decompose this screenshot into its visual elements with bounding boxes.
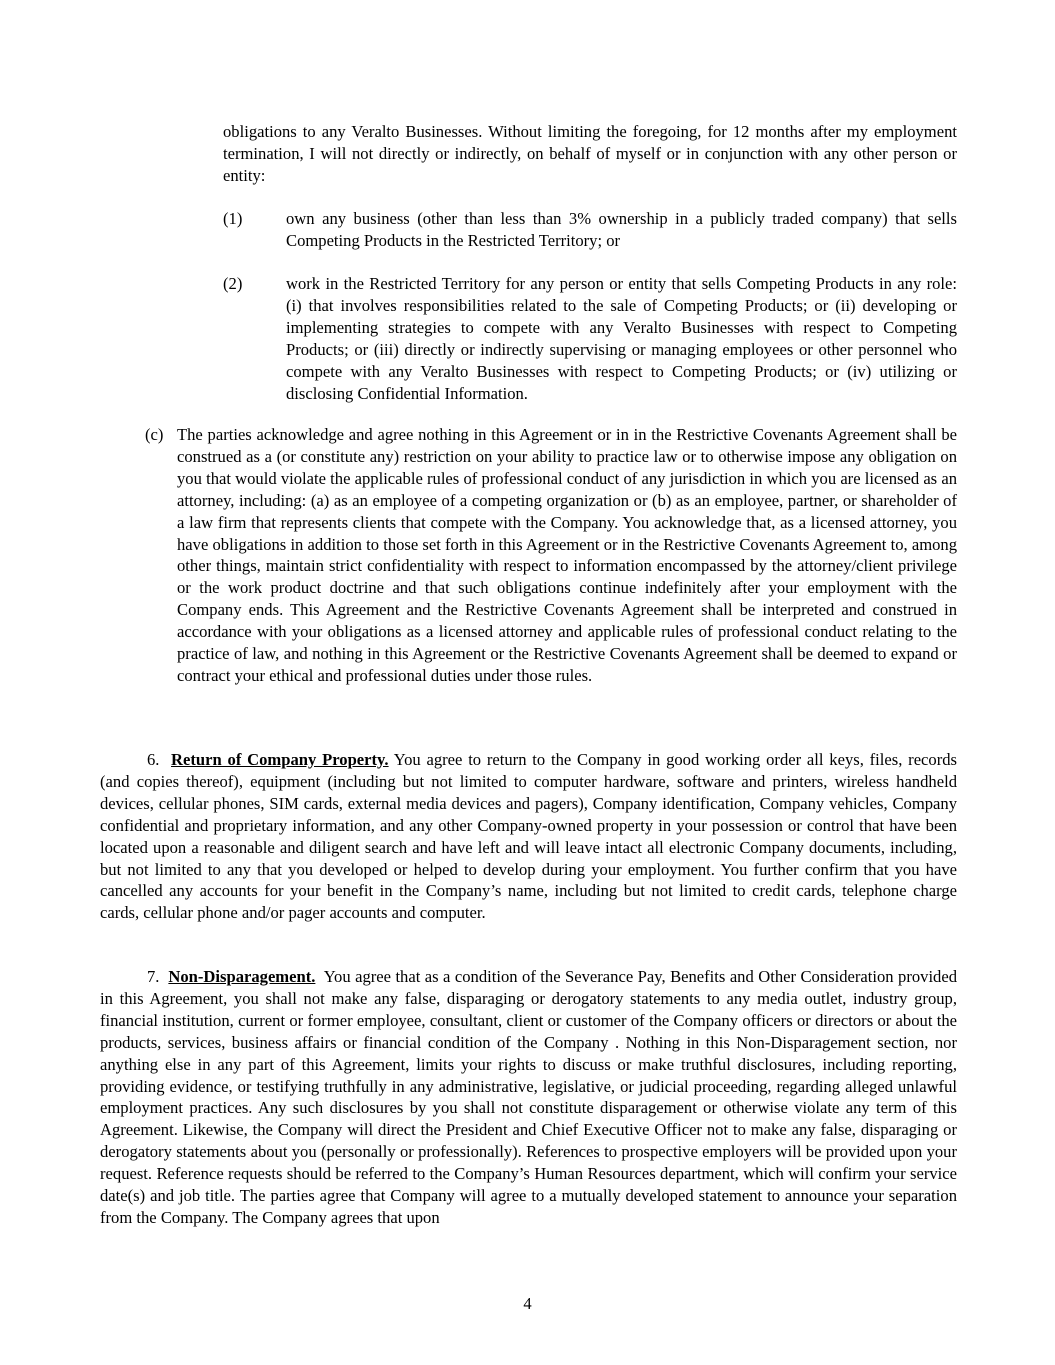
section-6-number: 6. (147, 750, 160, 769)
list-item-number: (1) (223, 209, 243, 228)
section-7-text: You agree that as a condition of the Severance Pay, Benefits and Other Consideration provided in this Agreement, you shall not make any false, disparaging or derogatory statements to any media outlet, industry group, financial institution, current or former employee, consultant, client or customer of the Company officers or directors or about the products, services, business affairs or financial condition of the Company . Nothing in this Non-Disparagement section, nor anything else in any part of this Agreement, limits your rights to discuss or make truthful disclosures, including reporting, providing evidence, or testifying truthfully in any administrative, legislative, or judicial proceeding, regarding alleged unlawful employment practices. Any such disclosures by you shall not constitute disparagement or otherwise violate any term of this Agreement. Likewise, the Company will direct the President and Chief Executive Officer not to make any false, disparaging or derogatory statements about you (personally or professionally). References to prospective employers will be provided upon your request. Reference requests should be referred to the Company’s Human Resources department, which will confirm your service date(s) and job title. The parties agree that Company will agree to a mutually developed statement to announce your separation from the Company. The Company agrees that upon (100, 967, 958, 1227)
section-7-heading: Non-Disparagement. (168, 967, 316, 986)
section-6-heading: Return of Company Property. (171, 750, 389, 769)
page-number: 4 (523, 1294, 532, 1313)
section-7-number: 7. (147, 967, 160, 986)
section-7 (100, 966, 957, 1229)
list-item-text: work in the Restricted Territory for any person or entity that sells Competing Products in any role: (i) that involves responsibilities related to the sale of Competing Products; or (ii) developing or implementing strategies to compete with any Veralto Businesses with respect to Competing Products; or (iii) directly or indirectly supervising or managing employees or other personnel who compete with any Veralto Businesses with respect to Competing Products; or (iv) utilizing or disclosing Confidential Information. (286, 274, 957, 403)
list-item-text: own any business (other than less than 3% ownership in a publicly traded company) that sells Competing Products in the Restricted Territory; or (286, 209, 957, 250)
paragraph-c-label: (c) (145, 425, 164, 444)
section-6-text: You agree to return to the Company in good working order all keys, files, records (and copies thereof), equipment (including but not limited to computer hardware, software and printers, wireless handheld devices, cellular phones, SIM cards, external media devices and pagers), Company identification, Company vehicles, Company confidential and proprietary information, and any other Company-owned property in your possession or control that have been located upon a reasonable and diligent search and have left and will leave intact all electronic Company documents, including, but not limited to any that you developed or helped to develop during your employment. You further confirm that you have cancelled any accounts for your benefit in the Company’s name, including but not limited to credit cards, telephone charge cards, cellular phone and/or pager accounts and computer. (100, 750, 957, 923)
section-6 (100, 749, 957, 924)
list-item-number: (2) (223, 274, 243, 293)
paragraph-c-text: The parties acknowledge and agree nothing in this Agreement or in in the Restrictive Covenants Agreement shall be construed as a (or constitute any) restriction on your ability to practice law or to otherwise impose any obligation on you that would violate the applicable rules of professional conduct of any jurisdiction in which you are licensed as an attorney, including: (a) as an employee of a competing organization or (b) as an employee, partner, or shareholder of a law firm that represents clients that compete with the Company. You acknowledge that, as a licensed attorney, you have obligations in addition to those set forth in this Agreement or in the Restrictive Covenants Agreement to, among other things, maintain strict confidentiality with respect to information encompassed by the attorney/client privilege or the work product doctrine and that such obligations continue indefinitely after your employment with the Company ends. This Agreement and the Restrictive Covenants Agreement shall be interpreted and construed in accordance with your obligations as a licensed attorney and applicable rules of professional conduct relating to the practice of law, and nothing in this Agreement or the Restrictive Covenants Agreement shall be deemed to expand or contract your ethical and professional duties under those rules. (177, 425, 957, 685)
continuation-paragraph: obligations to any Veralto Businesses. Without limiting the foregoing, for 12 months after my employment termination, I will not directly or indirectly, on behalf of myself or in conjunction with any other person or entity: (223, 122, 957, 185)
